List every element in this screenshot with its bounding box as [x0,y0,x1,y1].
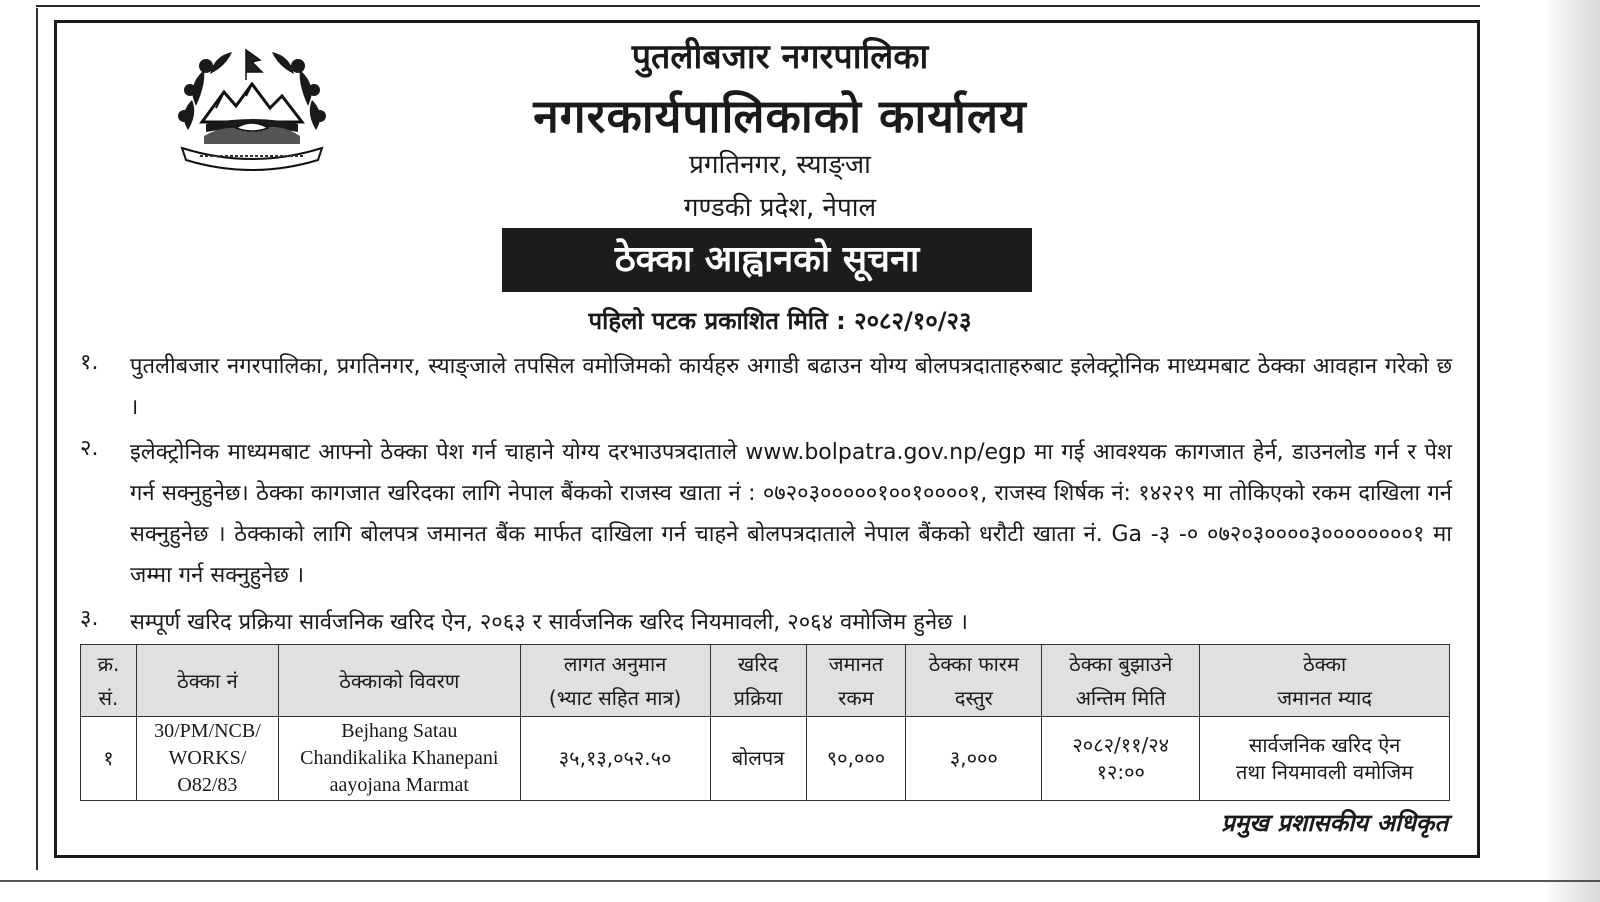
cell-cost-estimate: ३५,१३,०५२.५० [520,717,710,801]
province-label: गण्डकी प्रदेश, नेपाल [683,193,877,223]
office-name: नगरकार्यपालिकाको कार्यालय [533,89,1027,143]
col-header-procurement: खरिद प्रक्रिया [710,645,806,717]
col-header-cost-estimate: लागत अनुमान (भ्याट सहित मात्र) [520,645,710,717]
signatory-title: प्रमुख प्रशासकीय अधिकृत [1221,809,1448,837]
col-header-sn: क्र. सं. [81,645,137,717]
office-location: प्रगतिनगर, स्याङ्जा [689,150,871,180]
cell-description: Bejhang Satau Chandikalika Khanepani aayojana Marmat [278,717,520,801]
paragraph-2 [80,432,1452,596]
cell-form-fee: ३,००० [906,717,1042,801]
top-rule [36,5,1480,7]
paragraph-text: इलेक्ट्रोनिक माध्यमबाट आफ्नो ठेक्का पेश गर्न चाहाने योग्य दरभाउपत्रदाताले www.bolpatra.gov.np/egp मा गई आवश्यक कागजात हेर्न, डाउनलोड गर्न र पेश गर्न सक्नुहुनेछ। ठेक्का कागजात खरिदका लागि नेपाल बैंकको राजस्व खाता नं : ०७२०३०००००१००१००००१, राजस्व शिर्षक नं: १४२२९ मा तोकिएको रकम दाखिला गर्न सक्नुहुनेछ । ठेक्काको लागि बोलपत्र जमानत बैंक मार्फत दाखिला गर्न चाहने बोलपत्रदाताले नेपाल बैंकको धरौटी खाता नं. Ga -३ -० ०७२०३००००३००००००००१ मा जम्मा गर्न सक्नुहुनेछ । [130,440,1452,588]
tender-table [80,644,1450,801]
col-header-security-amount: जमानत रकम [806,645,906,717]
cell-procurement: बोलपत्र [710,717,806,801]
cell-contract-no: 30/PM/NCB/ WORKS/ O82/83 [136,717,278,801]
paragraph-number: ३. [80,606,99,631]
nepal-emblem-icon [176,44,328,174]
table-row [81,717,1450,801]
col-header-form-fee: ठेक्का फारम दस्तुर [906,645,1042,717]
page-edge-shadow [1548,0,1600,902]
cell-sn: १ [81,717,137,801]
paragraph-text: सम्पूर्ण खरिद प्रक्रिया सार्वजनिक खरिद ऐन, २०६३ र सार्वजनिक खरिद नियमावली, २०६४ वमोजिम हुनेछ । [130,610,968,635]
paragraph-3 [80,602,1452,643]
bottom-rule [0,880,1600,882]
notice-title-banner: ठेक्का आह्वानको सूचना [502,228,1032,292]
paragraph-number: २. [80,436,99,461]
table-header-row [81,645,1450,717]
paragraph-1 [80,346,1452,428]
col-header-validity: ठेक्का जमानत म्याद [1200,645,1450,717]
col-header-description: ठेक्काको विवरण [278,645,520,717]
col-header-contract-no: ठेक्का नं [136,645,278,717]
col-header-deadline: ठेक्का बुझाउने अन्तिम मिति [1042,645,1200,717]
cell-deadline: २०८२/११/२४ १२:०० [1042,717,1200,801]
paragraph-number: १. [80,350,99,375]
publication-date: पहिलो पटक प्रकाशित मिति : २०८२/१०/२३ [588,307,972,335]
cell-security-amount: ९०,००० [806,717,906,801]
cell-validity: सार्वजनिक खरिद ऐन तथा नियमावली वमोजिम [1200,717,1450,801]
municipality-name: पुतलीबजार नगरपालिका [631,37,929,77]
paragraph-text: पुतलीबजार नगरपालिका, प्रगतिनगर, स्याङ्जाले तपसिल वमोजिमको कार्यहरु अगाडी बढाउन योग्य बोलपत्रदाताहरुबाट इलेक्ट्रोनिक माध्यमबाट ठेक्का आवहान गरेको छ । [130,354,1452,420]
